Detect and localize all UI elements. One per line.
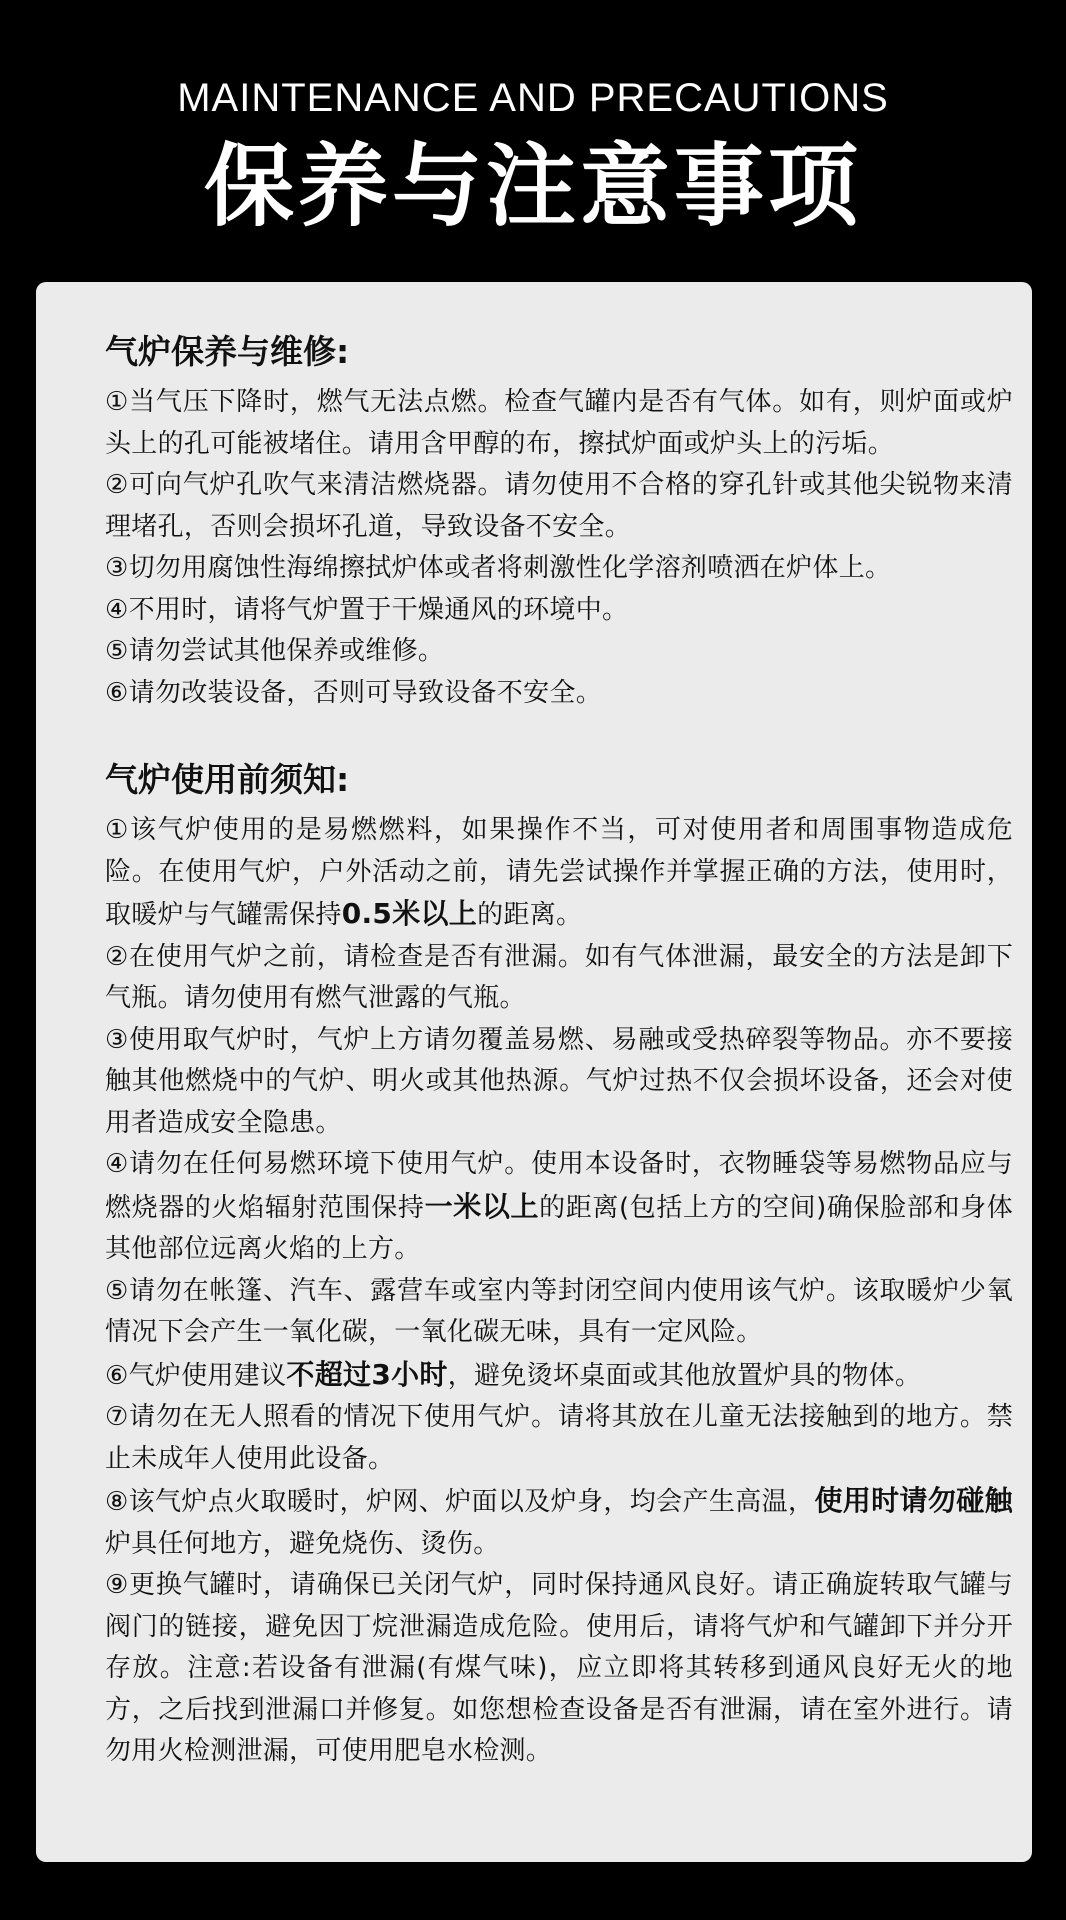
maintenance-item-6: ⑥请勿改装设备，否则可导致设备不安全。 (105, 677, 603, 708)
content-card (36, 282, 1032, 1862)
maintenance-item-3: ③切勿用腐蚀性海绵擦拭炉体或者将刺激性化学溶剂喷洒在炉体上。 (105, 553, 892, 583)
emphasis-text: 使用时请勿碰触 (814, 1484, 1013, 1517)
precaution-text: ⑧该气炉点火取暖时，炉网、炉面以及炉身，均会产生高温， (105, 1487, 815, 1517)
precaution-item-9: ⑨更换气罐时，请确保已关闭气炉，同时保持通风良好。请正确旋转取气罐与阀门的链接，避免因丁烷泄漏造成危险。使用后，请将气炉和气罐卸下并分开存放。注意:若设备有泄漏(有煤气味)，应立即将其转移到通风良好无火的地方，之后找到泄漏口并修复。如您想检查设备是否有泄漏，请在室外进行。请勿用火检测泄漏，可使用肥皂水检测。 (105, 1570, 1013, 1766)
section-spacer (105, 714, 1013, 750)
precaution-text: 的距离(包括上方的空间)确保脸部和身体其他部位远离火焰的上方。 (105, 1192, 1014, 1264)
precaution-text: ，避免烫坏桌面或其他放置炉具的物体。 (447, 1360, 922, 1391)
precaution-item-2: ②在使用气炉之前，请检查是否有泄漏。如有气体泄漏，最安全的方法是卸下气瓶。请勿使用有燃气泄露的气瓶。 (105, 941, 1013, 1013)
precaution-item-6 (105, 1354, 1013, 1398)
content-body (105, 322, 1013, 1773)
emphasis-text: 一米以上 (424, 1189, 540, 1223)
section-title-precautions: 气炉使用前须知: (105, 760, 350, 799)
page-header (0, 0, 1066, 282)
precaution-item-8 (105, 1480, 1013, 1565)
emphasis-text: 0.5米以上 (341, 897, 478, 930)
emphasis-text: 不超过3小时 (286, 1357, 448, 1391)
maintenance-item-5: ⑤请勿尝试其他保养或维修。 (105, 636, 445, 666)
section-title-maintenance: 气炉保养与维修: (105, 332, 350, 371)
precaution-text: 的距离。 (477, 900, 583, 930)
precaution-text: ⑥气炉使用建议 (105, 1360, 287, 1391)
maintenance-item-1: ①当气压下降时，燃气无法点燃。检查气罐内是否有气体。如有，则炉面或炉头上的孔可能被堵住。请用含甲醇的布，擦拭炉面或炉头上的污垢。 (105, 387, 1013, 459)
maintenance-item-4: ④不用时，请将气炉置于干燥通风的环境中。 (105, 594, 629, 625)
maintenance-item-2: ②可向气炉孔吹气来清洁燃烧器。请勿使用不合格的穿孔针或其他尖锐物来清理堵孔，否则会损坏孔道，导致设备不安全。 (105, 470, 1013, 542)
precaution-item-4 (105, 1144, 1013, 1271)
precaution-text: 炉具任何地方，避免烧伤、烫伤。 (105, 1528, 500, 1559)
precaution-item-7: ⑦请勿在无人照看的情况下使用气炉。请将其放在儿童无法接触到的地方。禁止未成年人使用此设备。 (105, 1402, 1013, 1474)
english-title: MAINTENANCE AND PRECAUTIONS (177, 76, 889, 120)
precaution-item-1 (105, 810, 1013, 937)
precaution-item-3: ③使用取气炉时，气炉上方请勿覆盖易燃、易融或受热碎裂等物品。亦不要接触其他燃烧中的气炉、明火或其他热源。气炉过热不仅会损坏设备，还会对使用者造成安全隐患。 (105, 1024, 1013, 1138)
precaution-text: ①该气炉使用的是易燃燃料，如果操作不当，可对使用者和周围事物造成危险。在使用气炉，户外活动之前，请先尝试操作并掌握正确的方法，使用时，取暖炉与气罐需保持 (105, 815, 1013, 930)
precaution-item-5: ⑤请勿在帐篷、汽车、露营车或室内等封闭空间内使用该气炉。该取暖炉少氧情况下会产生一氧化碳，一氧化碳无味，具有一定风险。 (105, 1275, 1013, 1347)
precaution-text: ④请勿在任何易燃环境下使用气炉。使用本设备时，衣物睡袋等易燃物品应与燃烧器的火焰辐射范围保持 (105, 1149, 1013, 1223)
chinese-title: 保养与注意事项 (204, 134, 862, 239)
